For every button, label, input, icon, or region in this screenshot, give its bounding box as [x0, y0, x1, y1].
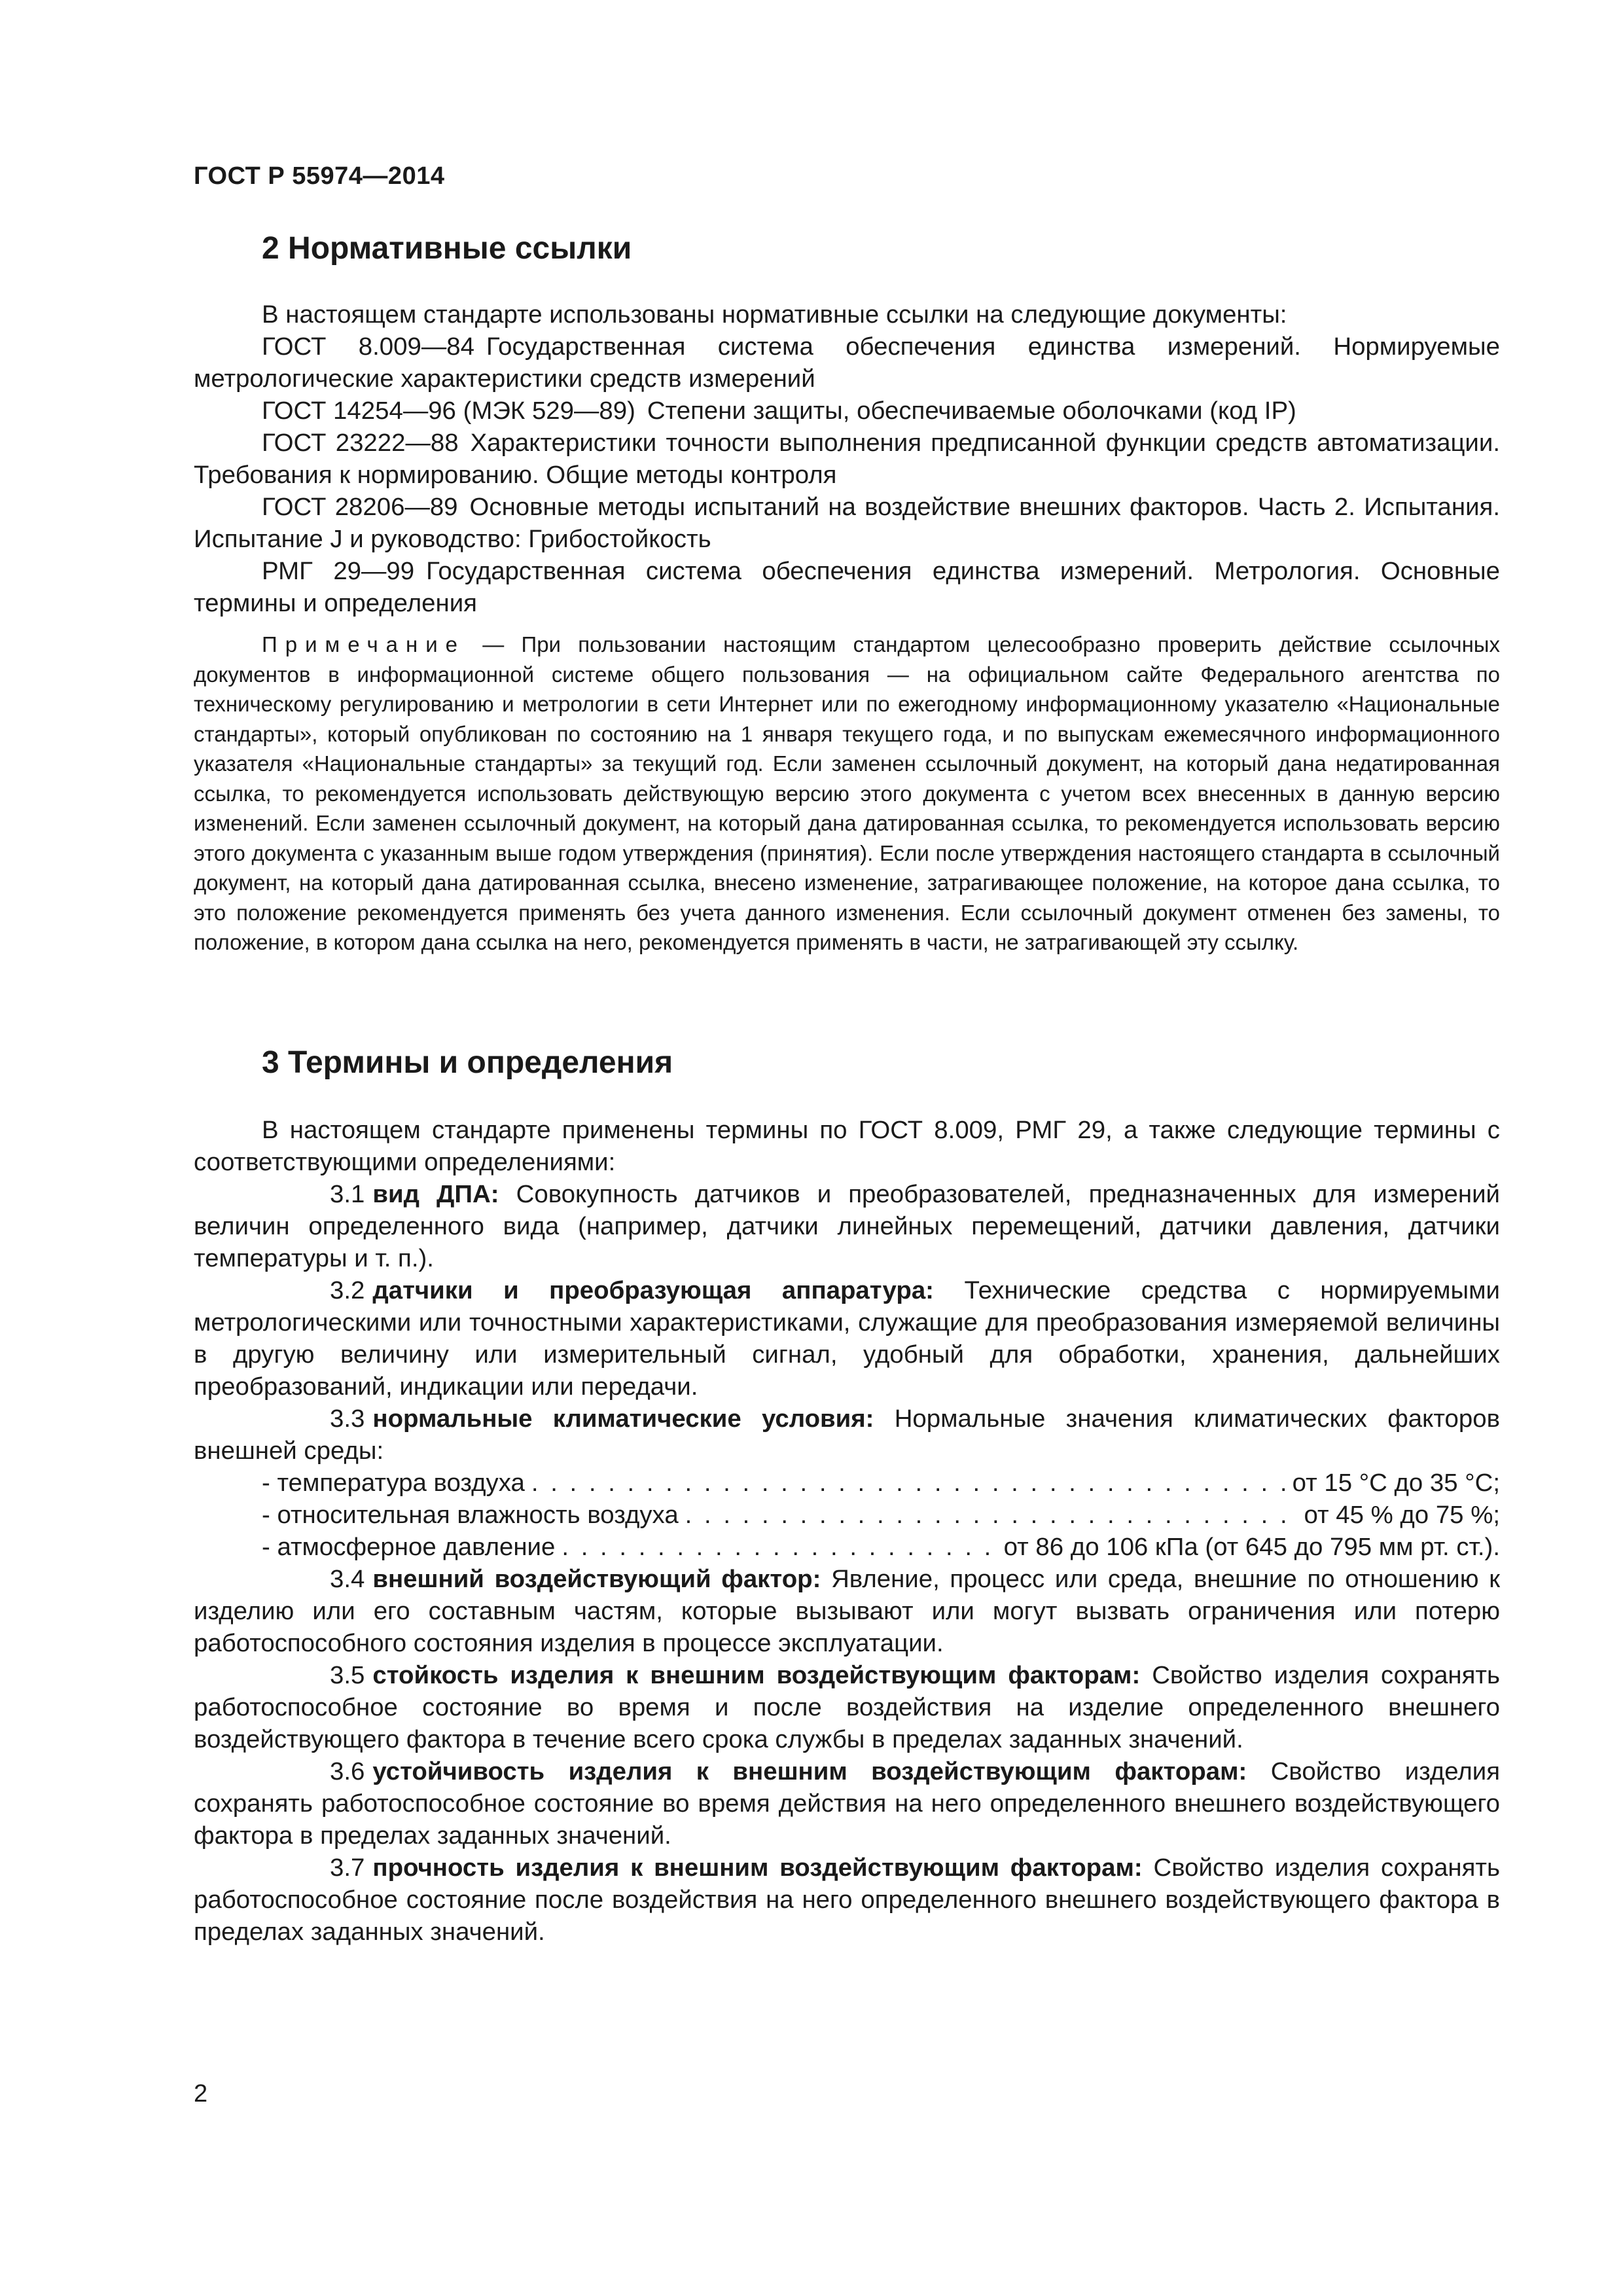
- section-2-intro: В настоящем стандарте использованы нормативные ссылки на следующие документы:: [262, 300, 1287, 329]
- term-definition: Совокупность датчиков и преобразователей, предназначенных для измерений величин определенного вида (например, датчики линейных перемещений, датчики давления, датчики температуры и т. п.).: [194, 1180, 1500, 1272]
- condition-label: - температура воздуха: [262, 1469, 525, 1497]
- term-entry: [194, 1274, 1500, 1403]
- reference-item: [194, 427, 1500, 491]
- condition-label: - относительная влажность воздуха: [262, 1501, 679, 1529]
- document-code: ГОСТ Р 55974—2014: [194, 162, 445, 190]
- reference-item: [194, 395, 1500, 427]
- condition-value: от 45 % до 75 %;: [1304, 1501, 1500, 1529]
- leader-dots: [531, 1467, 1286, 1499]
- reference-title: Государственная система обеспечения единства измерений. Нормируемые метрологические характеристики средств измерений: [194, 332, 1500, 393]
- term-definition: Нормальные значения климатических факторов внешней среды:: [194, 1405, 1500, 1465]
- climate-condition-item: [194, 1467, 1500, 1499]
- term-number: 3.7: [330, 1854, 365, 1882]
- condition-value: от 15 °С до 35 °С;: [1292, 1469, 1500, 1497]
- reference-item: [194, 555, 1500, 619]
- section-3-body: [194, 1114, 1500, 1948]
- reference-code: РМГ 29—99: [262, 557, 415, 585]
- term-name: стойкость изделия к внешним воздействующим факторам:: [372, 1661, 1141, 1689]
- term-number: 3.2: [330, 1276, 365, 1304]
- note-text: — При пользовании настоящим стандартом целесообразно проверить действие ссылочных документов в информационной системе общего пользования — на официальном сайте Федерального агентства по техническому регулированию и метрологии в сети Интернет или по ежегодному информационному указателю «Национальные стандарты», который опубликован по состоянию на 1 января текущего года, и по выпускам ежемесячного информационного указателя «Национальные стандарты» за текущий год. Если заменен ссылочный документ, на который дана недатированная ссылка, то рекомендуется использовать действующую версию этого документа с учетом всех внесенных в данную версию изменений. Если заменен ссылочный документ, на который дана датированная ссылка, то рекомендуется использовать версию этого документа с указанным выше годом утверждения (принятия). Если после утверждения настоящего стандарта в ссылочный документ, на который дана датированная ссылка, внесено изменение, затрагивающее положение, на которое дана ссылка, то это положение рекомендуется применять без учета данного изменения. Если ссылочный документ отменен без замены, то положение, в котором дана ссылка на него, рекомендуется применять в части, не затрагивающей эту ссылку.: [194, 632, 1501, 954]
- reference-code: ГОСТ 28206—89: [262, 493, 458, 521]
- term-entry: [194, 1852, 1500, 1948]
- note-paragraph: [194, 630, 1500, 958]
- condition-label: - атмосферное давление: [262, 1533, 556, 1561]
- term-entry: [194, 1563, 1500, 1659]
- term-name: датчики и преобразующая аппаратура:: [372, 1276, 934, 1304]
- leader-dots: [685, 1499, 1298, 1531]
- reference-item: [194, 331, 1500, 395]
- reference-title: Государственная система обеспечения единства измерений. Метрология. Основные термины и определения: [194, 557, 1500, 617]
- term-name: внешний воздействующий фактор:: [372, 1565, 821, 1593]
- climate-condition-item: [194, 1531, 1500, 1563]
- term-number: 3.6: [330, 1757, 365, 1785]
- term-definition: Явление, процесс или среда, внешние по отношению к изделию или его составным частям, которые вызывают или могут вызвать ограничения или потерю работоспособного состояния изделия в процессе эксплуатации.: [194, 1565, 1500, 1657]
- term-entry: [194, 1178, 1500, 1274]
- term-name: нормальные климатические условия:: [372, 1405, 874, 1433]
- climate-conditions-list: [194, 1467, 1500, 1563]
- reference-code: ГОСТ 14254—96 (МЭК 529—89): [262, 397, 635, 425]
- section-3-intro: В настоящем стандарте применены термины по ГОСТ 8.009, РМГ 29, а также следующие термины с соответствующими определениями:: [194, 1116, 1500, 1176]
- reference-title: Характеристики точности выполнения предписанной функции средств автоматизации. Требования к нормированию. Общие методы контроля: [194, 429, 1500, 489]
- term-name: прочность изделия к внешним воздействующим факторам:: [372, 1854, 1143, 1882]
- reference-title: Степени защиты, обеспечиваемые оболочками (код IP): [647, 397, 1296, 425]
- term-number: 3.4: [330, 1565, 365, 1593]
- reference-code: ГОСТ 23222—88: [262, 429, 459, 457]
- condition-value: от 86 до 106 кПа (от 645 до 795 мм рт. ст.).: [1003, 1533, 1500, 1561]
- reference-code: ГОСТ 8.009—84: [262, 332, 474, 361]
- term-entry: [194, 1403, 1500, 1467]
- section-2-body: [194, 298, 1500, 619]
- term-entry: [194, 1755, 1500, 1852]
- page-number: 2: [194, 2080, 208, 2108]
- climate-condition-item: [194, 1499, 1500, 1531]
- term-number: 3.1: [330, 1180, 365, 1208]
- term-entry: [194, 1659, 1500, 1755]
- term-number: 3.5: [330, 1661, 365, 1689]
- term-definition: Свойство изделия сохранять работоспособное состояние после воздействия на него определенного внешнего воздействующего фактора в пределах заданных значений.: [194, 1854, 1500, 1946]
- note-label: Примечание: [262, 632, 466, 656]
- term-definition: Технические средства с нормируемыми метрологическими или точностными характеристиками, служащие для преобразования измеряемой величины в другую величину или измерительный сигнал, удобный для обработки, хранения, дальнейших преобразований, индикации или передачи.: [194, 1276, 1500, 1401]
- term-name: устойчивость изделия к внешним воздействующим факторам:: [372, 1757, 1247, 1785]
- section-3-heading: 3 Термины и определения: [262, 1045, 673, 1080]
- term-name: вид ДПА:: [372, 1180, 499, 1208]
- reference-title: Основные методы испытаний на воздействие внешних факторов. Часть 2. Испытания. Испытание J и руководство: Грибостойкость: [194, 493, 1500, 553]
- leader-dots: [562, 1531, 997, 1563]
- section-2-heading: 2 Нормативные ссылки: [262, 231, 632, 266]
- term-definition: Свойство изделия сохранять работоспособное состояние во время действия на него определенного внешнего воздействующего фактора в пределах заданных значений.: [194, 1757, 1501, 1850]
- term-definition: Свойство изделия сохранять работоспособное состояние во время и после воздействия на изделие определенного внешнего воздействующего фактора в течение всего срока службы в пределах заданных значений.: [194, 1661, 1500, 1753]
- term-number: 3.3: [330, 1405, 365, 1433]
- reference-item: [194, 491, 1500, 555]
